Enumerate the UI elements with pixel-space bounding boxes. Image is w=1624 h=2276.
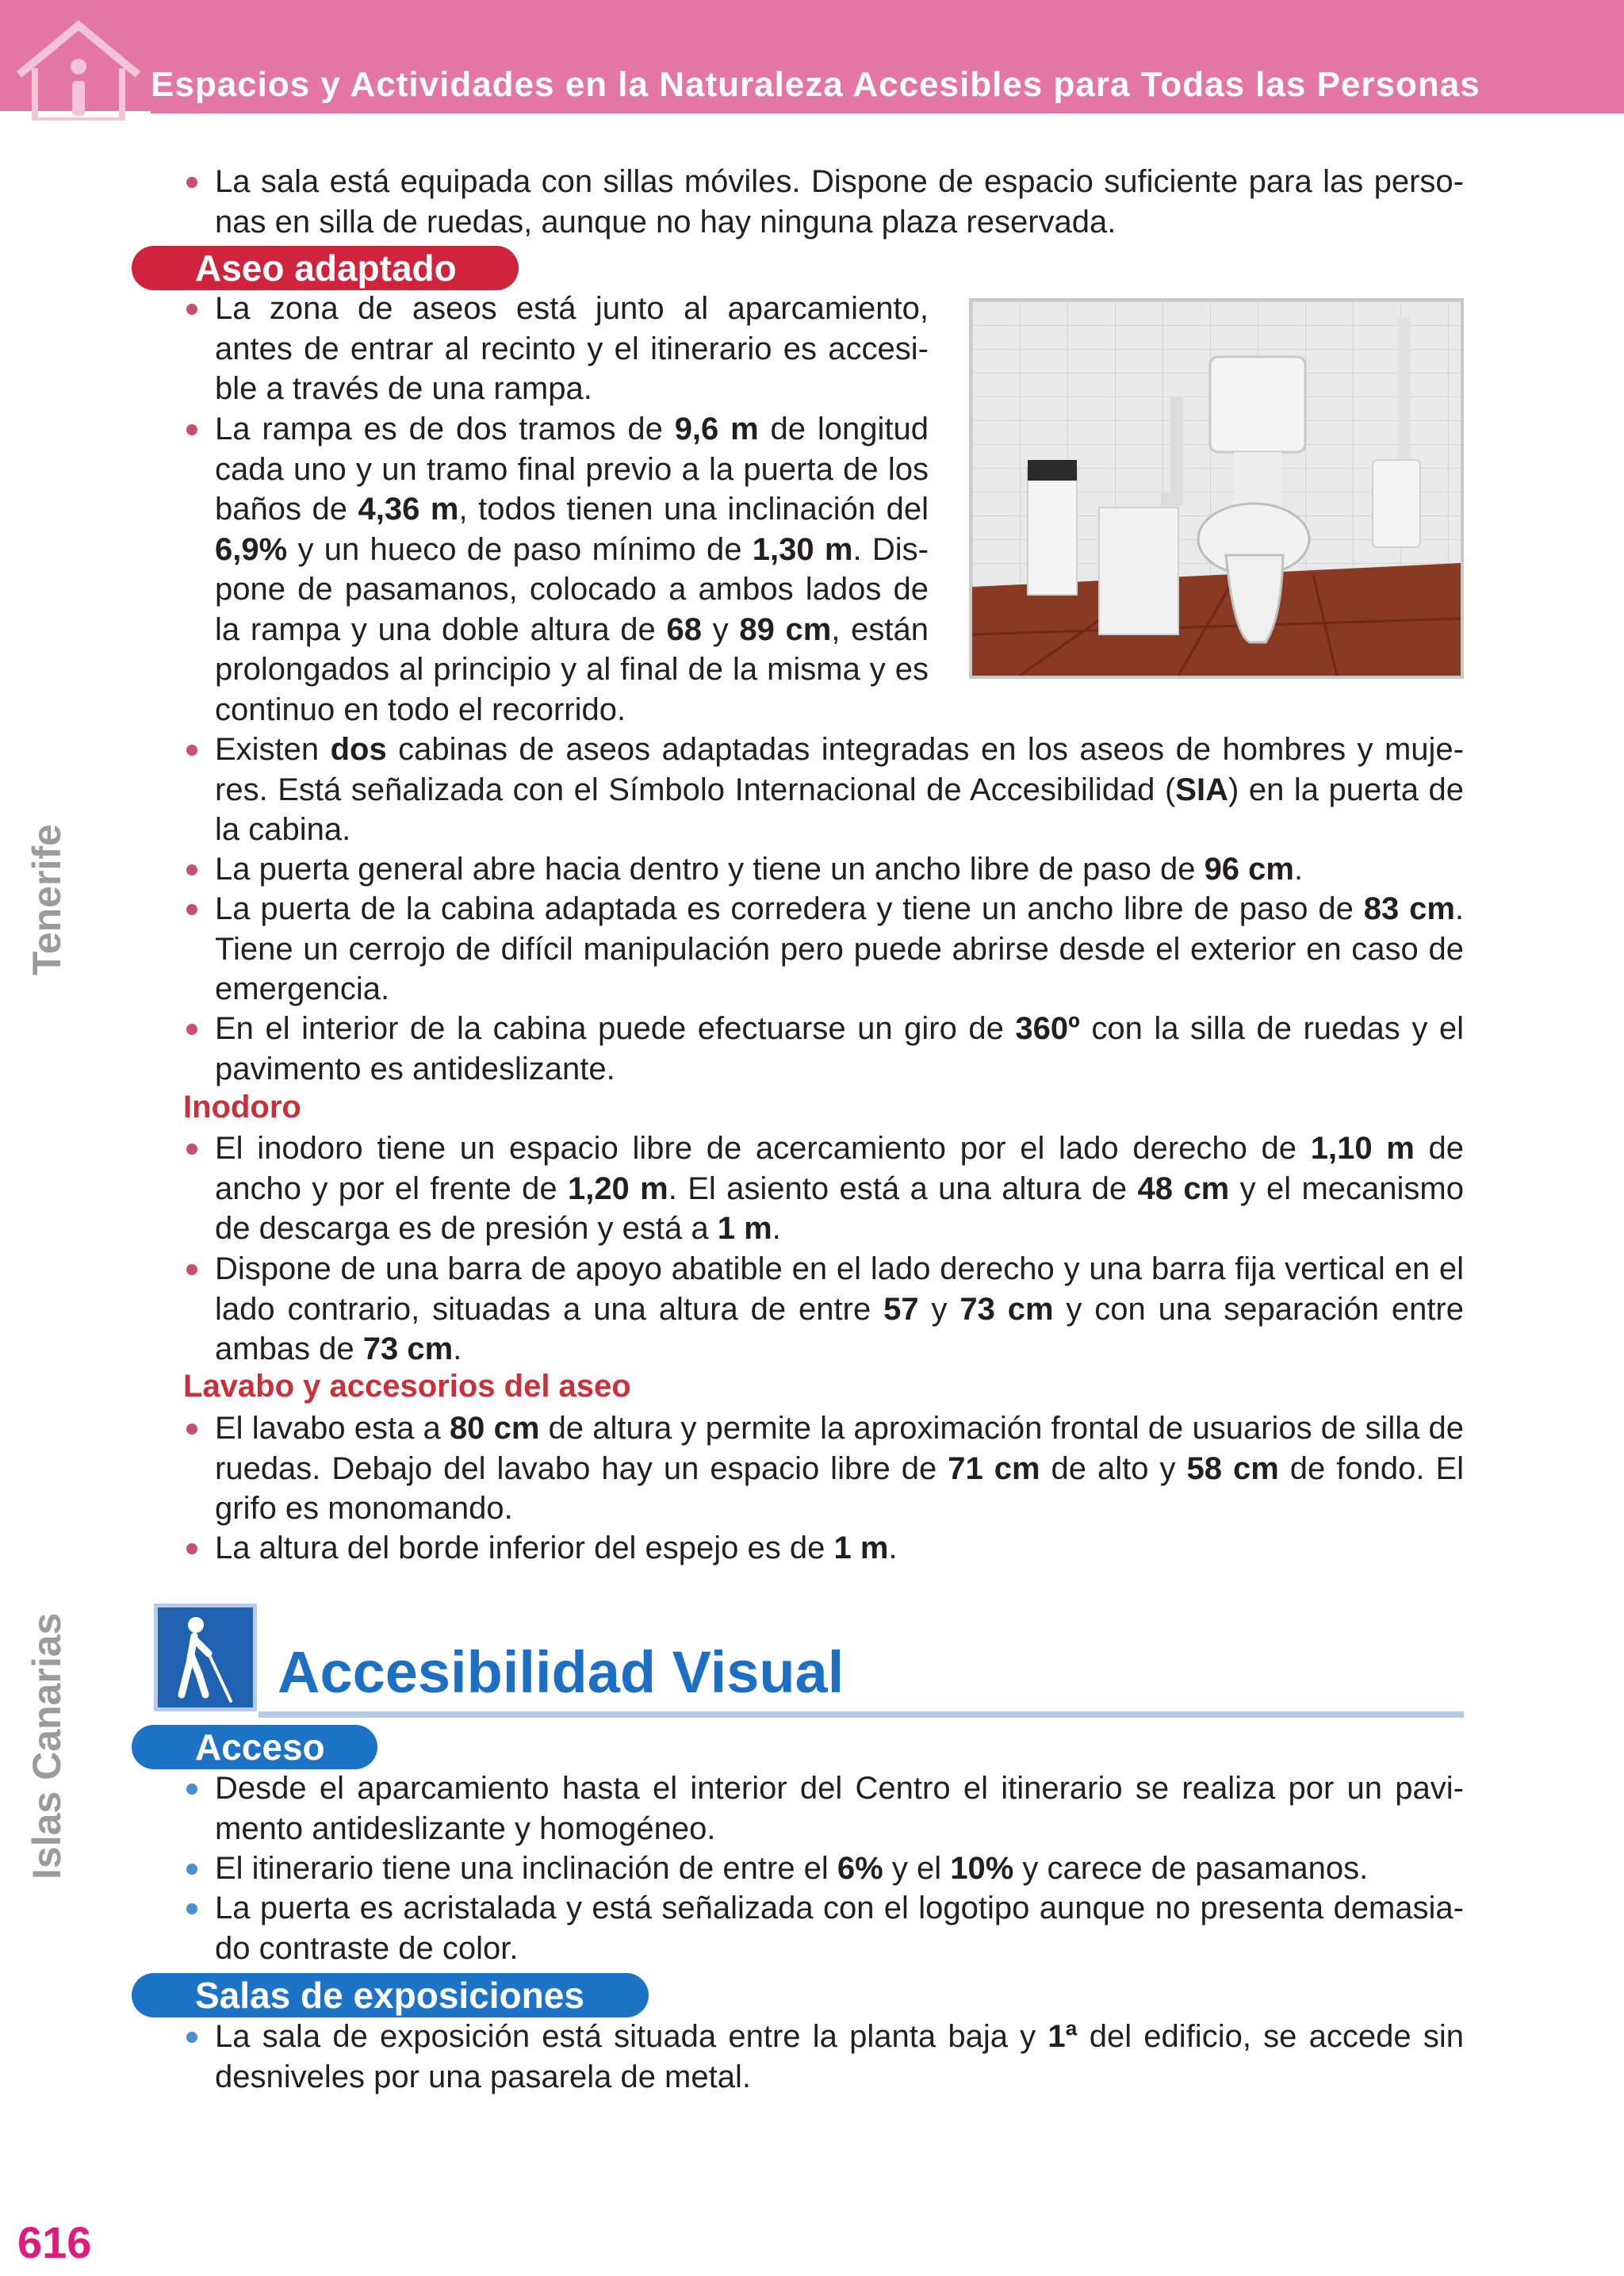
aseo-b5-line-3: emergencia.	[215, 971, 390, 1006]
lavabo-b2-line-1: La altura del borde inferior del espejo es de 1 m.	[215, 1531, 898, 1565]
subheading-lavabo: Lavabo y accesorios del aseo	[183, 1369, 631, 1404]
inodoro-b2-line-1: Dispone de una barra de apoyo abatible en el lado derecho y una barra fija vertical en el	[215, 1251, 1464, 1286]
aseo-bullet-1	[215, 289, 929, 409]
aseo-b3-line-1: Existen dos cabinas de aseos adaptadas integradas en los aseos de hombres y muje-	[215, 732, 1464, 767]
aseo-b2-line-6: la rampa y una doble altura de 68 y 89 cm, están	[215, 611, 929, 647]
aseo-b3-line-2: res. Está señalizada con el Símbolo Internacional de Accesibilidad (SIA) en la puerta de	[215, 772, 1464, 807]
subheading-inodoro: Inodoro	[183, 1090, 301, 1125]
aseo-b2-line-5: pone de pasamanos, colocado a ambos lados de	[215, 572, 929, 607]
aseo-bullet-4	[215, 849, 1464, 890]
blind-person-cane-icon	[154, 1604, 257, 1711]
acceso-b1-line-2: mento antideslizante y homogéneo.	[215, 1810, 716, 1846]
aseo-b5-line-1: La puerta de la cabina adaptada es corredera y tiene un ancho libre de paso de 83 cm.	[215, 891, 1465, 926]
inodoro-b1-line-1: El inodoro tiene un espacio libre de acercamiento por el lado derecho de 1,10 m de	[215, 1131, 1465, 1166]
aseo-b1-line-2: antes de entrar al recinto y el itinerario es accesi-	[215, 331, 929, 366]
aseo-b2-line-7: prolongados al principio y al final de la misma y es	[215, 652, 929, 687]
inodoro-b2-line-3: ambas de 73 cm.	[215, 1331, 462, 1366]
inodoro-b1-line-2: ancho y por el frente de 1,20 m. El asiento está a una altura de 48 cm y el mecanismo	[215, 1171, 1465, 1206]
aseo-b2-line-8: continuo en todo el recorrido.	[215, 692, 626, 727]
aseo-b2-line-3: baños de 4,36 m, todos tienen una inclinación del	[215, 492, 929, 527]
acceso-bullet-3	[215, 1888, 1464, 1968]
header-title: Espacios y Actividades en la Naturaleza Accesibles para Todas las Personas	[151, 65, 1480, 104]
aseo-bullet-3	[215, 730, 1464, 850]
intro-bullet	[215, 162, 1464, 242]
section-heading-acceso: Acceso	[132, 1725, 377, 1769]
section-title-rule	[259, 1711, 1464, 1718]
inodoro-bullet-2	[215, 1249, 1464, 1370]
intro-line-1: La sala está equipada con sillas móviles. Dispone de espacio suficiente para las perso-	[215, 164, 1464, 199]
header-rule	[151, 109, 1624, 113]
lavabo-bullet-1	[215, 1408, 1464, 1529]
aseo-bullet-5	[215, 889, 1464, 1010]
aseo-b2-line-4: 6,9% y un hueco de paso mínimo de 1,30 m. Dis-	[215, 531, 929, 567]
aseo-b6-line-1: En el interior de la cabina puede efectuarse un giro de 360º con la silla de ruedas y el	[215, 1011, 1464, 1046]
inodoro-b1-line-3: de descarga es de presión y está a 1 m.	[215, 1211, 781, 1246]
lavabo-b1-line-1: El lavabo esta a 80 cm de altura y permite la aproximación frontal de usuarios de silla de	[215, 1411, 1465, 1446]
house-info-icon	[11, 19, 146, 121]
aseo-b2-line-1: La rampa es de dos tramos de 9,6 m de longitud	[215, 412, 929, 446]
salas-b1-line-2: desniveles por una pasarela de metal.	[215, 2059, 751, 2094]
side-label-islas-canarias: Islas Canarias	[25, 1612, 69, 1879]
page-number: 616	[17, 2217, 92, 2267]
acceso-b2-line-1: El itinerario tiene una inclinación de entre el 6% y el 10% y carece de pasamanos.	[215, 1851, 1369, 1886]
section-title-accesibilidad-visual: Accesibilidad Visual	[278, 1639, 845, 1705]
section-heading-salas-exposiciones: Salas de exposiciones	[132, 1973, 649, 2017]
lavabo-b1-line-2: ruedas. Debajo del lavabo hay un espacio libre de 71 cm de alto y 58 cm de fondo. El	[215, 1450, 1465, 1486]
acceso-b3-line-2: do contraste de color.	[215, 1930, 519, 1966]
intro-line-2: nas en silla de ruedas, aunque no hay ninguna plaza reservada.	[215, 204, 1116, 239]
acceso-b3-line-1: La puerta es acristalada y está señalizada con el logotipo aunque no presenta demasia-	[215, 1891, 1464, 1925]
inodoro-b2-line-2: lado contrario, situadas a una altura de entre 57 y 73 cm y con una separación entre	[215, 1291, 1465, 1327]
acceso-b1-line-1: Desde el aparcamiento hasta el interior del Centro el itinerario se realiza por un pavi-	[215, 1771, 1464, 1806]
acceso-bullet-2	[215, 1849, 1464, 1889]
aseo-b2-line-2: cada uno y un tramo final previo a la puerta de los	[215, 451, 929, 487]
salas-bullet-1	[215, 2017, 1464, 2097]
aseo-b4-line-1: La puerta general abre hacia dentro y tiene un ancho libre de paso de 96 cm.	[215, 852, 1304, 887]
aseo-bullet-6	[215, 1009, 1464, 1089]
lavabo-bullet-2	[215, 1528, 1464, 1569]
inodoro-bullet-1	[215, 1128, 1464, 1249]
aseo-b3-line-3: la cabina.	[215, 812, 351, 847]
acceso-bullet-1	[215, 1768, 1464, 1849]
salas-b1-line-1: La sala de exposición está situada entre la planta baja y 1ª del edificio, se accede sin	[215, 2019, 1464, 2054]
aseo-b1-line-3: ble a través de una rampa.	[215, 371, 592, 406]
aseo-b1-line-1: La zona de aseos está junto al aparcamiento,	[215, 291, 929, 326]
side-label-tenerife: Tenerife	[25, 824, 69, 975]
aseo-bullet-2	[215, 409, 929, 730]
lavabo-b1-line-3: grifo es monomando.	[215, 1491, 513, 1526]
adapted-toilet-photo	[969, 298, 1464, 679]
aseo-b6-line-2: pavimento es antideslizante.	[215, 1051, 615, 1086]
section-heading-aseo-adaptado: Aseo adaptado	[132, 246, 519, 290]
aseo-b5-line-2: Tiene un cerrojo de difícil manipulación pero puede abrirse desde el exterior en caso de	[215, 931, 1464, 967]
